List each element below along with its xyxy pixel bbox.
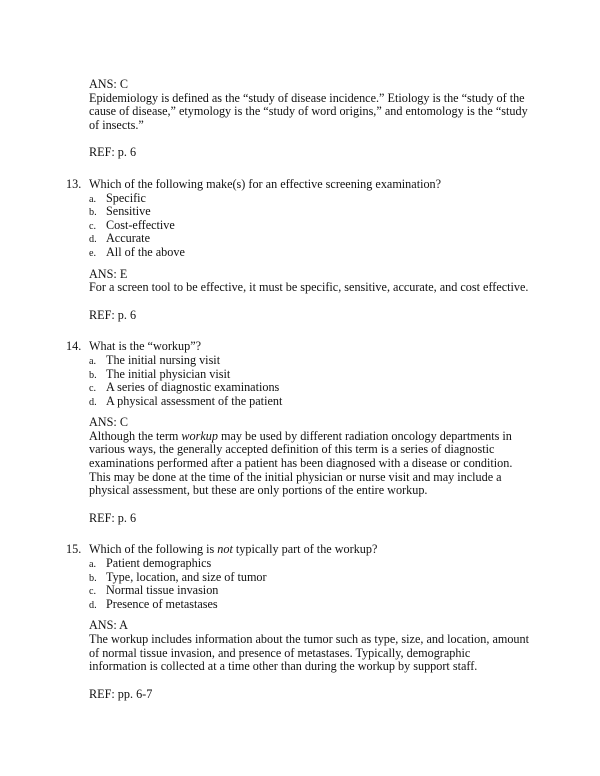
option-text: The initial nursing visit (106, 352, 221, 367)
answer-explanation: For a screen tool to be effective, it must be specific, sensitive, accurate, and cost effective. (89, 280, 529, 295)
answer-label: ANS: C (89, 415, 128, 430)
option-text: All of the above (106, 244, 185, 259)
option-letter: a. (89, 559, 97, 571)
prompt-text: Which of the following is (89, 542, 218, 557)
emphasized-term: workup (181, 428, 218, 443)
question-prompt: Which of the following make(s) for an effective screening examination? (89, 176, 442, 191)
option-c (89, 584, 529, 598)
option-text: Patient demographics (106, 556, 212, 571)
option-letter: c. (89, 586, 97, 598)
answer-block-12 (89, 78, 529, 160)
option-letter: d. (89, 234, 97, 246)
option-e (89, 246, 529, 260)
option-text: A series of diagnostic examinations (106, 380, 280, 395)
answer-label: ANS: C (89, 77, 128, 91)
option-b (89, 571, 529, 585)
answer-explanation: Epidemiology is defined as the “study of disease incidence.” Etiology is the “study of the cause of disease,” etymology is the “study of word origins,” and entomology is the “study of insects.” (89, 90, 528, 132)
option-letter: d. (89, 396, 97, 408)
emphasized-term: not (217, 542, 233, 557)
option-letter: e. (89, 247, 97, 259)
option-list (89, 354, 529, 408)
option-a (89, 557, 529, 571)
answer-label: ANS: A (89, 618, 128, 633)
option-a (89, 192, 529, 206)
question-13 (66, 176, 529, 322)
question-prompt: What is the “workup”? (89, 339, 202, 354)
question-14 (66, 339, 529, 525)
option-list (89, 192, 529, 260)
option-text: Presence of metastases (106, 596, 218, 611)
option-letter: a. (89, 355, 97, 367)
option-letter: a. (89, 193, 97, 205)
answer-label: ANS: E (89, 266, 128, 281)
question-number: 13. (66, 176, 82, 191)
option-letter: c. (89, 383, 97, 395)
question-number: 15. (66, 542, 82, 557)
option-text: A physical assessment of the patient (106, 393, 283, 408)
option-a (89, 354, 529, 368)
option-list (89, 557, 529, 611)
option-d (89, 232, 529, 246)
option-c (89, 219, 529, 233)
option-text: Normal tissue invasion (106, 583, 219, 598)
option-text: Sensitive (106, 204, 151, 219)
document-page (66, 77, 529, 701)
option-b (89, 205, 529, 219)
option-letter: b. (89, 572, 97, 584)
option-text: Specific (106, 190, 146, 205)
reference: REF: pp. 6-7 (89, 686, 153, 701)
option-d (89, 598, 529, 612)
prompt-text: typically part of the workup? (232, 542, 378, 557)
option-letter: c. (89, 220, 97, 232)
reference: REF: p. 6 (89, 510, 137, 525)
option-text: The initial physician visit (106, 366, 231, 381)
reference: REF: p. 6 (89, 145, 137, 160)
answer-explanation: The workup includes information about the tumor such as type, size, and location, amount of normal tissue invasion, and presence of metastases. Typically, demographic information is collected at a time other than during the workup by support staff. (89, 632, 529, 674)
option-text: Cost-effective (106, 217, 175, 232)
explanation-text: may be used by different radiation oncology departments in various ways, the generally accepted definition of this term is a series of diagnostic examinations performed after a patient has been diagnosed with a disease or condition. This may be done at the time of the initial physician or nurse visit and may include a physical assessment, but these are only portions of the entire workup. (89, 428, 513, 498)
answer-explanation (89, 430, 529, 498)
question-prompt (89, 543, 529, 557)
option-letter: b. (89, 369, 97, 381)
option-c (89, 381, 529, 395)
option-text: Type, location, and size of tumor (106, 569, 267, 584)
option-d (89, 395, 529, 409)
explanation-text: Although the term (89, 428, 182, 443)
question-15 (66, 542, 529, 701)
option-b (89, 368, 529, 382)
question-number: 14. (66, 339, 82, 354)
option-text: Accurate (106, 231, 150, 246)
option-letter: d. (89, 599, 97, 611)
option-letter: b. (89, 207, 97, 219)
reference: REF: p. 6 (89, 307, 137, 322)
